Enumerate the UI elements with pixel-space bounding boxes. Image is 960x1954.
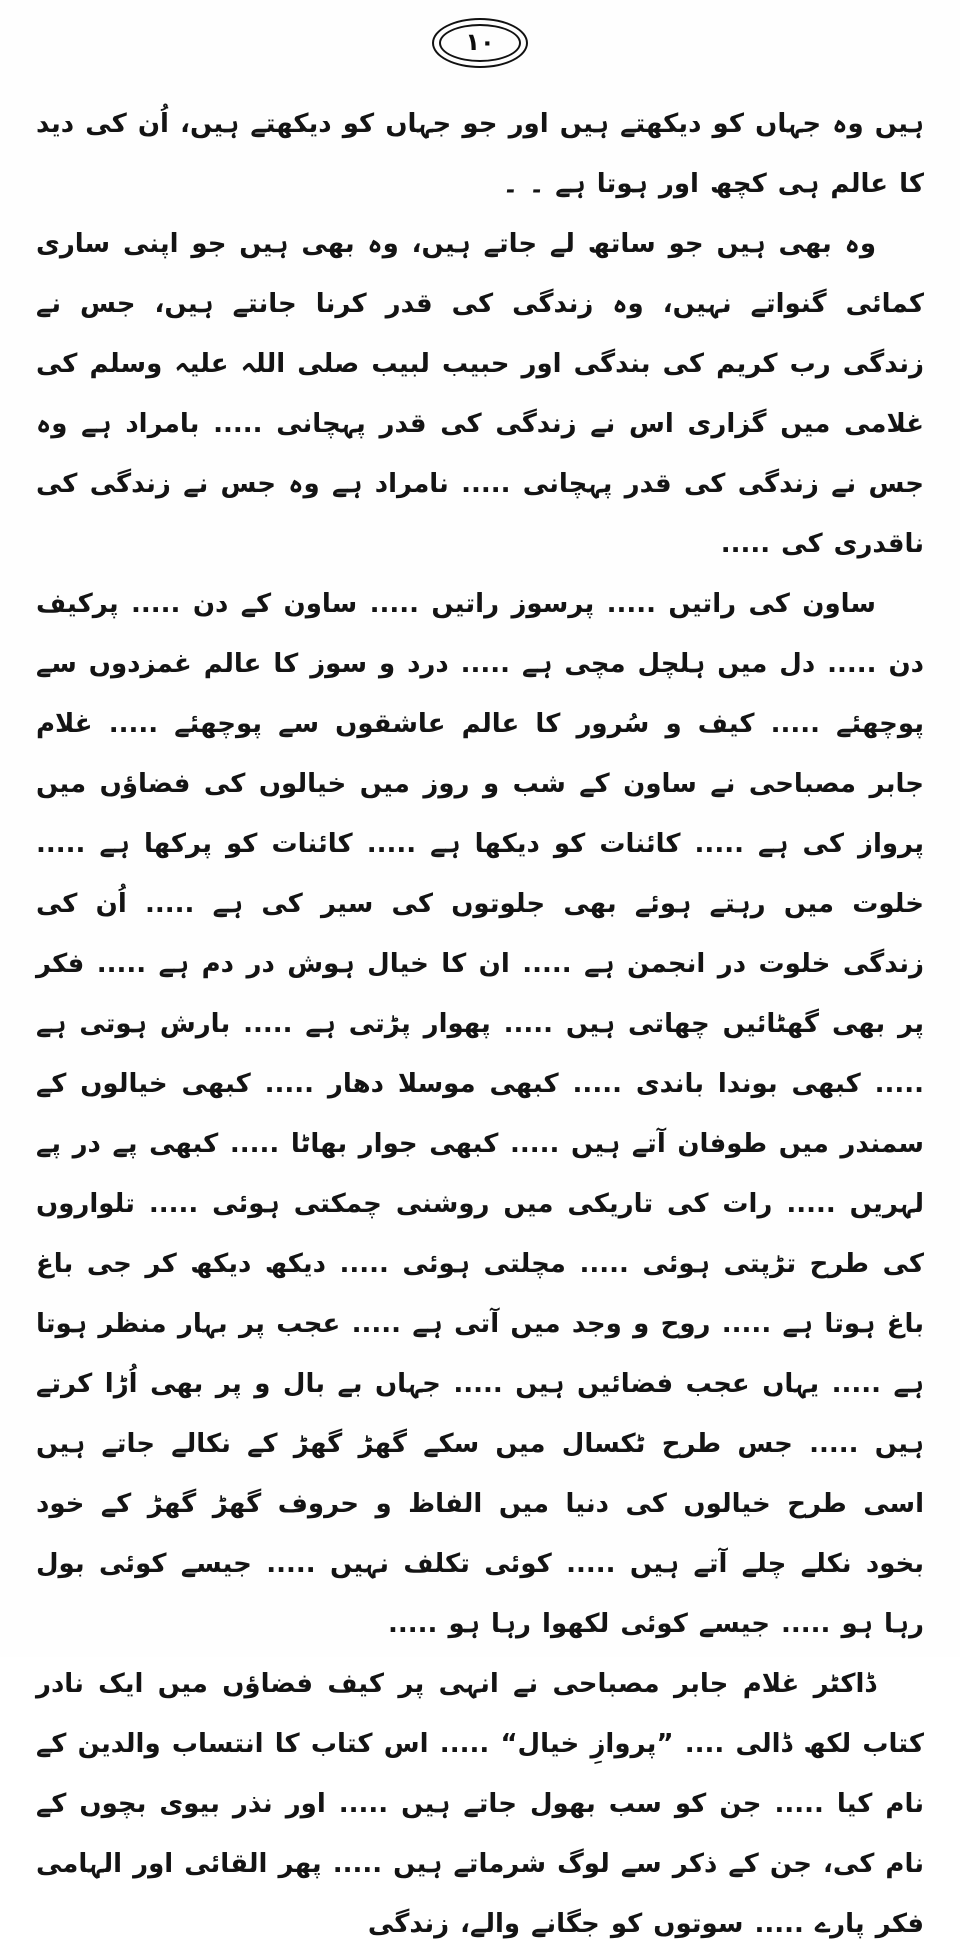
paragraph-1: ہیں وہ جہاں کو دیکھتے ہیں اور جو جہاں کو دیکھتے ہیں، اُن کی دید کا عالم ہی کچھ اور ہوتا ہے ۔ ۔ [36,109,924,199]
paragraph-4: ڈاکٹر غلام جابر مصباحی نے انہی پر کیف فضاؤں میں ایک نادر کتاب لکھ ڈالی .... ”پروازِ خیال“ ..... اس کتاب کا انتساب والدین کے نام کیا ..... جن کو سب بھول جاتے ہیں ..... اور نذر بیوی بچوں کے نام کی، جن کے ذکر سے لوگ شرماتے ہیں ..... پھر القائی اور الہامی فکر پارے ..... سوتوں کو جگانے والے، زندگی [36,1669,924,1939]
page-text [36,94,924,1954]
page-number-badge [432,18,528,68]
page-number-inner-ring [439,24,521,62]
paragraph-2: وہ بھی ہیں جو ساتھ لے جاتے ہیں، وہ بھی ہیں جو اپنی ساری کمائی گنواتے نہیں، وہ زندگی کی قدر کرنا جانتے ہیں، جس نے زندگی رب کریم کی بندگی اور حبیب لبیب صلی اللہ علیہ وسلم کی غلامی میں گزاری اس نے زندگی کی قدر پہچانی ..... بامراد ہے وہ جس نے زندگی کی قدر پہچانی ..... نامراد ہے وہ جس نے زندگی کی ناقدری کی ..... [36,229,924,559]
paragraph-3: ساون کی راتیں ..... پرسوز راتیں ..... ساون کے دن ..... پرکیف دن ..... دل میں ہلچل مچی ہے ..... درد و سوز کا عالم غمزدوں سے پوچھئے ..... کیف و سُرور کا عالم عاشقوں سے پوچھئے ..... غلام جابر مصباحی نے ساون کے شب و روز میں خیالوں کی فضاؤں میں پرواز کی ہے ..... کائنات کو دیکھا ہے ..... کائنات کو پرکھا ہے ..... خلوت میں رہتے ہوئے بھی جلوتوں کی سیر کی ہے ..... اُن کی زندگی خلوت در انجمن ہے ..... ان کا خیال ہوش در دم ہے ..... فکر پر بھی گھٹائیں چھاتی ہیں ..... پھوار پڑتی ہے ..... بارش ہوتی ہے ..... کبھی بوندا باندی ..... کبھی موسلا دھار ..... کبھی خیالوں کے سمندر میں طوفان آتے ہیں ..... کبھی جوار بھاٹا ..... کبھی پے در پے لہریں ..... رات کی تاریکی میں روشنی چمکتی ہوئی ..... تلواروں کی طرح تڑپتی ہوئی ..... مچلتی ہوئی ..... دیکھ دیکھ کر جی باغ باغ ہوتا ہے ..... روح و وجد میں آتی ہے ..... عجب پر بہار منظر ہوتا ہے ..... یہاں عجب فضائیں ہیں ..... جہاں بے بال و پر بھی اُڑا کرتے ہیں ..... جس طرح ٹکسال میں سکے گھڑ گھڑ کے نکالے جاتے ہیں اسی طرح خیالوں کی دنیا میں الفاظ و حروف گھڑ گھڑ کے خود بخود نکلے چلے آتے ہیں ..... کوئی تکلف نہیں ..... جیسے کوئی بول رہا ہو ..... جیسے کوئی لکھوا رہا ہو ..... [36,589,924,1639]
page-number: ۱۰ [465,28,495,56]
